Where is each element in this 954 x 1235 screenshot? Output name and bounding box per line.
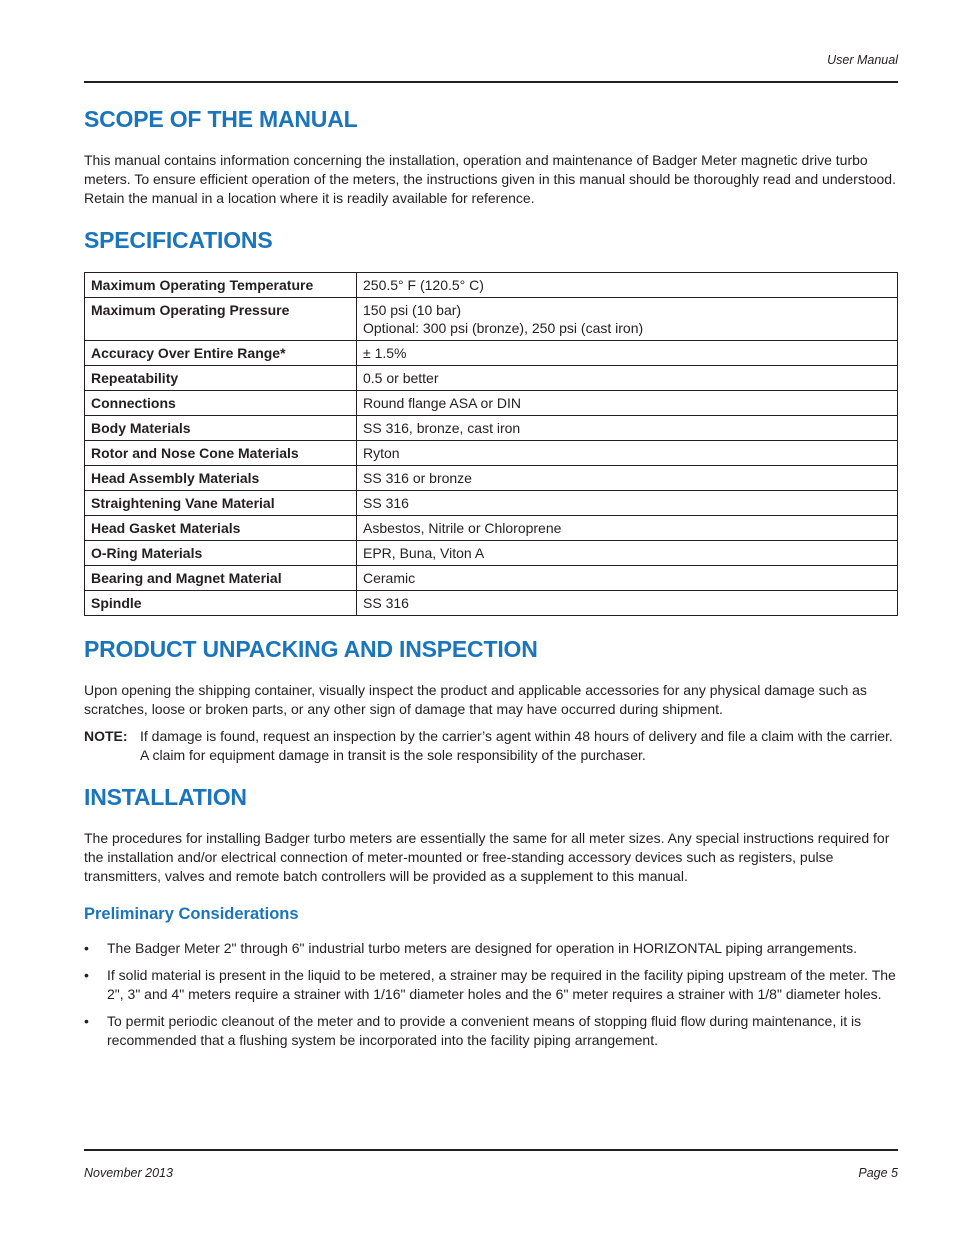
spec-key: Bearing and Magnet Material xyxy=(85,566,357,591)
table-row xyxy=(85,298,898,341)
spec-value: Asbestos, Nitrile or Chloroprene xyxy=(357,516,898,541)
table-row xyxy=(85,516,898,541)
spec-value: SS 316 xyxy=(357,491,898,516)
spec-key: Spindle xyxy=(85,591,357,616)
page-number: Page 5 xyxy=(858,1166,898,1180)
note-label: NOTE: xyxy=(84,728,128,744)
table-row xyxy=(85,466,898,491)
spec-key: Straightening Vane Material xyxy=(85,491,357,516)
spec-key: Maximum Operating Pressure xyxy=(85,298,357,341)
spec-value-line: 150 psi (10 bar) xyxy=(363,302,462,318)
spec-key: Head Assembly Materials xyxy=(85,466,357,491)
preliminary-considerations-heading: Preliminary Considerations xyxy=(84,905,299,923)
spec-value: ± 1.5% xyxy=(357,341,898,366)
spec-value: 250.5° F (120.5° C) xyxy=(357,273,898,298)
spec-value: SS 316 or bronze xyxy=(357,466,898,491)
spec-value-line: Optional: 300 psi (bronze), 250 psi (cast iron) xyxy=(363,320,644,336)
spec-key: Rotor and Nose Cone Materials xyxy=(85,441,357,466)
page-content xyxy=(84,104,898,1058)
spec-value xyxy=(357,298,898,341)
footer-rule xyxy=(84,1149,898,1151)
table-row xyxy=(85,491,898,516)
scope-heading: SCOPE OF THE MANUAL xyxy=(84,106,358,132)
table-row xyxy=(85,541,898,566)
spec-value: EPR, Buna, Viton A xyxy=(357,541,898,566)
table-row xyxy=(85,391,898,416)
spec-value: Ceramic xyxy=(357,566,898,591)
footer-date: November 2013 xyxy=(84,1166,173,1180)
list-item xyxy=(84,1012,898,1050)
list-item-text: To permit periodic cleanout of the meter and to provide a convenient means of stopping fluid flow during maintenance, it is recommended that a flushing system be incorporated into the facility piping arrangement. xyxy=(107,1013,862,1048)
installation-heading: INSTALLATION xyxy=(84,784,247,810)
header-rule xyxy=(84,81,898,83)
running-header: User Manual xyxy=(827,53,898,67)
spec-key: Repeatability xyxy=(85,366,357,391)
scope-body: This manual contains information concerning the installation, operation and maintenance of Badger Meter magnetic drive turbo meters. To ensure efficient operation of the meters, the instructions given in this manual should be thoroughly read and understood. Retain the manual in a location where it is readily available for reference. xyxy=(84,152,896,206)
spec-key: Accuracy Over Entire Range* xyxy=(85,341,357,366)
spec-key: Connections xyxy=(85,391,357,416)
list-item xyxy=(84,939,898,958)
note-text: If damage is found, request an inspection by the carrier’s agent within 48 hours of delivery and file a claim with the carrier. A claim for equipment damage in transit is the sole responsibility of the purchaser. xyxy=(140,728,893,763)
spec-value: Round flange ASA or DIN xyxy=(357,391,898,416)
spec-key: O-Ring Materials xyxy=(85,541,357,566)
specifications-heading: SPECIFICATIONS xyxy=(84,227,273,253)
table-row xyxy=(85,591,898,616)
spec-key: Maximum Operating Temperature xyxy=(85,273,357,298)
table-row xyxy=(85,566,898,591)
considerations-list xyxy=(84,939,898,1050)
spec-key: Body Materials xyxy=(85,416,357,441)
table-row xyxy=(85,366,898,391)
spec-key: Head Gasket Materials xyxy=(85,516,357,541)
bullet-icon: • xyxy=(84,940,89,956)
bullet-icon: • xyxy=(84,1013,89,1029)
table-row xyxy=(85,416,898,441)
list-item-text: The Badger Meter 2" through 6" industrial turbo meters are designed for operation in HORIZONTAL piping arrangements. xyxy=(107,940,857,956)
table-row xyxy=(85,341,898,366)
note xyxy=(84,727,898,765)
list-item-text: If solid material is present in the liquid to be metered, a strainer may be required in the facility piping upstream of the meter. The 2", 3" and 4" meters require a strainer with 1/16" diameter holes and the 6" meter requires a strainer with 1/8" diameter holes. xyxy=(107,967,896,1002)
spec-value: 0.5 or better xyxy=(357,366,898,391)
table-row xyxy=(85,441,898,466)
spec-value: SS 316 xyxy=(357,591,898,616)
unpacking-heading: PRODUCT UNPACKING AND INSPECTION xyxy=(84,636,538,662)
spec-value: SS 316, bronze, cast iron xyxy=(357,416,898,441)
installation-body: The procedures for installing Badger turbo meters are essentially the same for all meter sizes. Any special instructions required for the installation and/or electrical connection of meter-mounted or free-standing accessory devices such as registers, pulse transmitters, valves and remote batch controllers will be provided as a supplement to this manual. xyxy=(84,830,890,884)
specifications-table xyxy=(84,272,898,616)
table-row xyxy=(85,273,898,298)
unpacking-body: Upon opening the shipping container, visually inspect the product and applicable accessories for any physical damage such as scratches, loose or broken parts, or any other sign of damage that may have occurred during shipment. xyxy=(84,682,867,717)
bullet-icon: • xyxy=(84,967,89,983)
spec-value: Ryton xyxy=(357,441,898,466)
list-item xyxy=(84,966,898,1004)
